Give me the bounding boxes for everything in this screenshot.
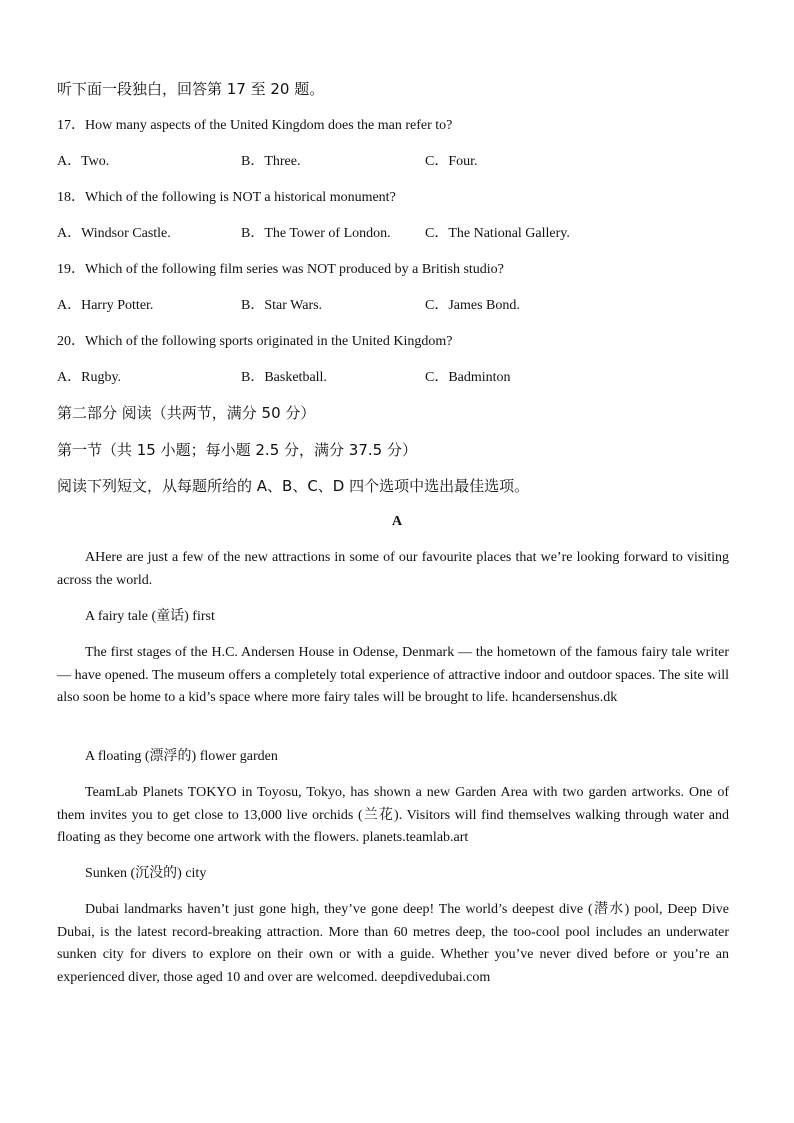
question-18-option-a: A．Windsor Castle. bbox=[57, 226, 171, 241]
item-2-heading: A floating (漂浮的) flower garden bbox=[85, 749, 278, 764]
reading-section-title: 第一节（共 15 小题；每小题 2.5 分，满分 37.5 分） bbox=[57, 441, 417, 459]
question-20-option-c: C．Badminton bbox=[425, 370, 511, 385]
question-20-option-b: B．Basketball. bbox=[241, 370, 327, 385]
question-19-option-a: A．Harry Potter. bbox=[57, 298, 154, 313]
listening-intro: 听下面一段独白，回答第 17 至 20 题。 bbox=[57, 80, 325, 98]
item-3-body bbox=[57, 899, 729, 989]
passage-intro bbox=[57, 547, 729, 592]
question-17-option-b: B．Three. bbox=[241, 154, 301, 169]
item-3-body-text: Dubai landmarks haven’t just gone high, they’ve gone deep! The world’s deepest dive (潜水) pool, Deep Dive Dubai, is the latest record-breaking attraction. More than 60 metres deep, the too-cool pool includes an underwater sunken city for divers to explore on their own or with a guide. Whether you’ve never dived before or you’re an experienced diver, those aged 10 and over are welcomed. deepdivedubai.com bbox=[57, 902, 729, 985]
question-18-option-b: B．The Tower of London. bbox=[241, 226, 391, 241]
item-1-body bbox=[57, 642, 729, 710]
item-2-body bbox=[57, 782, 729, 850]
question-17-option-c: C．Four. bbox=[425, 154, 478, 169]
reading-part-title: 第二部分 阅读（共两节，满分 50 分） bbox=[57, 404, 316, 422]
question-19-option-b: B．Star Wars. bbox=[241, 298, 323, 313]
question-18-option-c: C．The National Gallery. bbox=[425, 226, 570, 241]
question-17-option-a: A．Two. bbox=[57, 154, 110, 169]
question-18-stem: 18．Which of the following is NOT a historical monument? bbox=[57, 190, 396, 205]
reading-instructions: 阅读下列短文，从每题所给的 A、B、C、D 四个选项中选出最佳选项。 bbox=[57, 477, 530, 495]
question-19-option-c: C．James Bond. bbox=[425, 298, 520, 313]
item-1-heading: A fairy tale (童话) first bbox=[85, 609, 215, 624]
question-19-stem: 19．Which of the following film series was NOT produced by a British studio? bbox=[57, 262, 504, 277]
question-20-stem: 20．Which of the following sports originated in the United Kingdom? bbox=[57, 334, 453, 349]
question-20-option-a: A．Rugby. bbox=[57, 370, 122, 385]
item-3-heading: Sunken (沉没的) city bbox=[85, 866, 207, 881]
item-2-body-text: TeamLab Planets TOKYO in Toyosu, Tokyo, has shown a new Garden Area with two garden artworks. One of them invites you to get close to 13,000 live orchids (兰花). Visitors will find themselves walking through water and floating as they become one artwork with the flowers. planets.teamlab.art bbox=[57, 785, 729, 846]
passage-label: A bbox=[391, 514, 403, 529]
question-17-stem: 17．How many aspects of the United Kingdom does the man refer to? bbox=[57, 118, 453, 133]
item-1-body-text: The first stages of the H.C. Andersen House in Odense, Denmark — the hometown of the famous fairy tale writer — have opened. The museum offers a completely total experience of attractive indoor and outdoor spaces. The site will also soon be home to a kid’s space where more fairy tales will be brought to life. hcandersenshus.dk bbox=[57, 645, 729, 706]
passage-intro-text: AHere are just a few of the new attractions in some of our favourite places that we’re looking forward to visiting across the world. bbox=[57, 550, 729, 588]
